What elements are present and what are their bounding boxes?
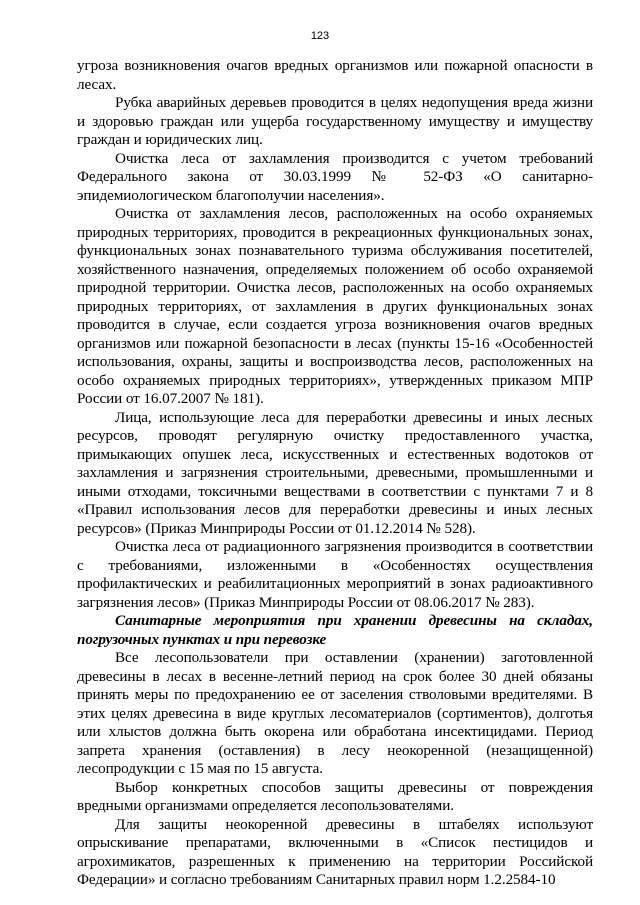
paragraph: Лица, использующие леса для переработки древесины и иных лесных ресурсов, проводят регулярную очистку предоставленного участка, примыкающих опушек леса, искусственных и естественных водотоков от захламления и загрязнения строительными, древесными, промышленными и иными отходами, токсичными веществами в соответствии с пунктами 7 и 8 «Правил использования лесов для переработки древесины и иных лесных ресурсов» (Приказ Минприроды России от 01.12.2014 № 528). bbox=[77, 408, 593, 537]
paragraph-continuation: угроза возникновения очагов вредных организмов или пожарной опасности в лесах. bbox=[77, 57, 593, 93]
paragraph: Для защиты неокоренной древесины в штабелях используют опрыскивание препаратами, включенными в «Список пестицидов и агрохимикатов, разрешенных к применению на территории Российской Федерации» и согласно требованиям Санитарных правил норм 1.2.2584-10 bbox=[77, 815, 593, 888]
document-body bbox=[77, 57, 593, 890]
paragraph: Очистка леса от радиационного загрязнения производится в соответствии с требованиями, изложенными в «Особенностях осуществления профилактических и реабилитационных мероприятий в зонах радиоактивного загрязнения лесов» (Приказ Минприроды России от 08.06.2017 № 283). bbox=[77, 538, 593, 611]
paragraph: Рубка аварийных деревьев проводится в целях недопущения вреда жизни и здоровью граждан или ущерба государственному имуществу и имуществу граждан и юридических лиц. bbox=[77, 94, 593, 148]
paragraph: Очистка леса от захламления производится с учетом требований Федерального закона от 30.03.1999 № 52-ФЗ «О санитарно-эпидемиологическом благополучии населения». bbox=[77, 149, 593, 204]
section-heading: Санитарные мероприятия при хранении древесины на складах, погрузочных пунктах и при перевозке bbox=[77, 612, 593, 648]
paragraph: Выбор конкретных способов защиты древесины от повреждения вредными организмами определяется лесопользователями. bbox=[77, 778, 593, 814]
paragraph: Все лесопользователи при оставлении (хранении) заготовленной древесины в лесах в весенне-летний период на срок более 30 дней обязаны принять меры по предохранению ее от заселения стволовыми вредителями. В этих целях древесина в виде круглых лесоматериалов (сортиментов), долготья или хлыстов должна быть окорена или обработана инсектицидами. Период запрета хранения (оставления) в лесу неокоренной (незащищенной) лесопродукции с 15 мая по 15 августа. bbox=[77, 649, 593, 777]
page-number: 123 bbox=[310, 30, 330, 42]
paragraph: Очистка от захламления лесов, расположенных на особо охраняемых природных территориях, проводится в рекреационных функциональных зонах, функциональных зонах познавательного туризма обслуживания посетителей, хозяйственного назначения, определяемых положением об особо охраняемой природной территории. Очистка лесов, расположенных на особо охраняемых природных территориях, от захламления в других функциональных зонах проводится в случае, если создается угроза возникновения очагов вредных организмов или пожарной безопасности в лесах (пункты 15-16 «Особенностей использования, охраны, защиты и воспроизводства лесов, расположенных на особо охраняемых природных территориях», утвержденных приказом МПР России от 16.07.2007 № 181). bbox=[77, 205, 593, 407]
